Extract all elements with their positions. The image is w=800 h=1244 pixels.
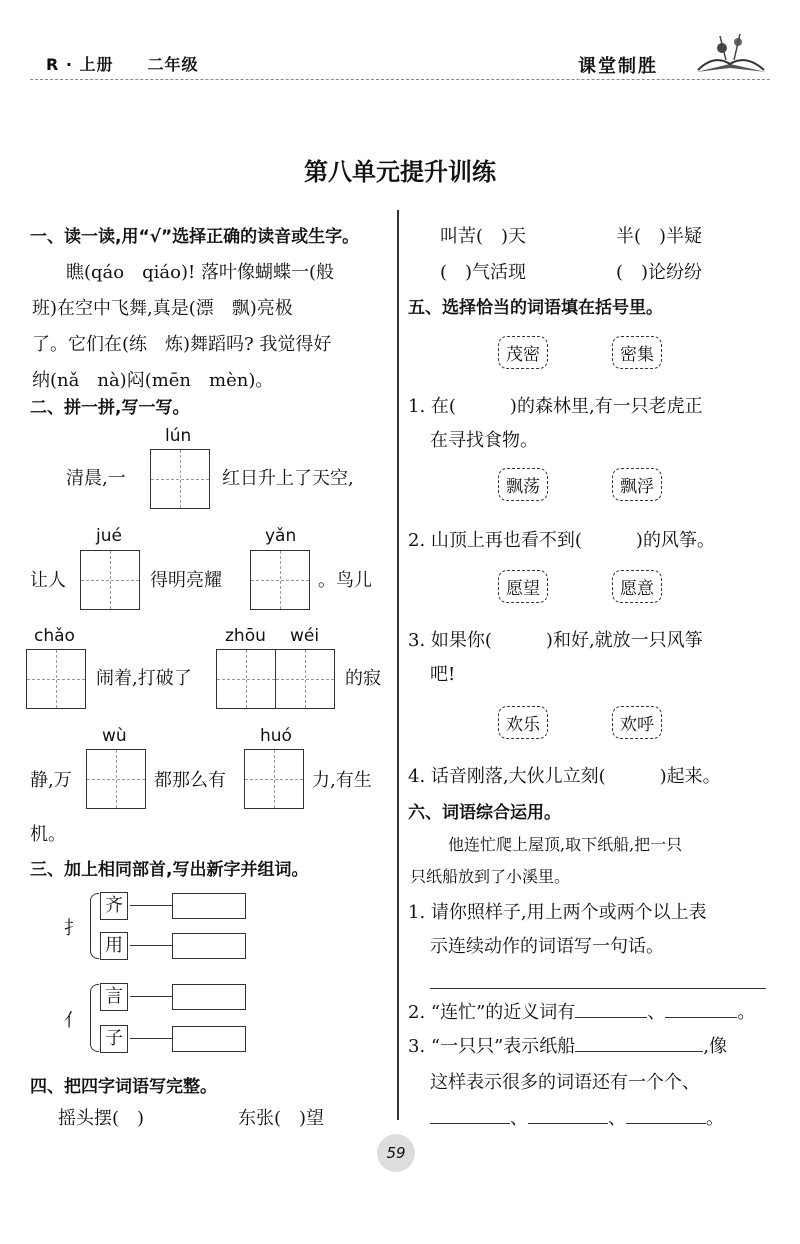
s5-question: 2. 山顶上再也看不到( )的风筝。 <box>408 530 715 551</box>
separator: 、 <box>608 1108 626 1129</box>
column-divider <box>397 210 399 1120</box>
word-choice[interactable]: 欢呼 <box>612 706 662 739</box>
s2-text: 。鸟儿 <box>318 570 372 591</box>
book-logo-icon <box>690 30 770 78</box>
word-choice[interactable]: 飘浮 <box>612 468 662 501</box>
idiom: 摇头摆( ) <box>58 1108 145 1129</box>
separator: 、 <box>647 1002 666 1023</box>
s2-text: 机。 <box>30 824 66 845</box>
word-choice[interactable]: 飘荡 <box>498 468 548 501</box>
s6-question: 示连续动作的词语写一句话。 <box>430 936 664 957</box>
writing-grid[interactable] <box>26 649 86 709</box>
answer-blank[interactable] <box>665 1017 737 1018</box>
pinyin-wei: wéi <box>290 626 320 646</box>
word-choice[interactable]: 密集 <box>612 336 662 369</box>
s1-line1: 瞧(qáo qiáo)! 落叶像蝴蝶一(般 <box>66 262 334 283</box>
separator: 、 <box>510 1108 528 1129</box>
idiom: 叫苦( )天 <box>440 226 527 247</box>
writing-grid[interactable] <box>86 749 146 809</box>
s6-passage: 他连忙爬上屋顶,取下纸船,把一只 <box>448 835 683 854</box>
s2-text: 得明亮耀 <box>150 570 222 591</box>
brace <box>90 984 99 1052</box>
section1-heading: 一、读一读,用“√”选择正确的读音或生字。 <box>30 227 360 247</box>
series-title: 课堂制胜 <box>578 56 658 77</box>
char-box: 用 <box>100 932 128 960</box>
s1-line4: 纳(nǎ nà)闷(mēn mèn)。 <box>32 370 274 391</box>
radical: 亻 <box>64 1010 82 1031</box>
answer-line[interactable] <box>430 988 766 989</box>
s6-question: 这样表示很多的词语还有一个个、 <box>430 1072 700 1093</box>
s5-question: 吧! <box>430 664 456 685</box>
s5-question: 3. 如果你( )和好,就放一只风筝 <box>408 630 703 651</box>
answer-blank[interactable] <box>575 1051 703 1052</box>
word-choice[interactable]: 欢乐 <box>498 706 548 739</box>
pinyin-huo: huó <box>260 726 292 746</box>
s2-text: 静,万 <box>30 770 72 791</box>
s6-q2-text: 2. “连忙”的近义词有 <box>408 1002 576 1023</box>
pinyin-wu: wù <box>102 726 127 746</box>
writing-grid[interactable] <box>216 649 276 709</box>
idiom: ( )论纷纷 <box>616 262 703 283</box>
page-number: 59 <box>377 1134 415 1172</box>
answer-box[interactable] <box>172 933 246 959</box>
s6-question <box>408 1032 727 1058</box>
s6-question: 1. 请你照样子,用上两个或两个以上表 <box>408 902 707 923</box>
s5-question: 1. 在( )的森林里,有一只老虎正 <box>408 396 703 417</box>
s6-passage: 只纸船放到了小溪里。 <box>410 867 571 886</box>
s2-text: 清晨,一 <box>66 468 126 489</box>
char-box: 子 <box>100 1025 128 1053</box>
writing-grid[interactable] <box>275 649 335 709</box>
pinyin-yan: yǎn <box>265 526 297 546</box>
answer-blank[interactable] <box>528 1123 608 1124</box>
s1-line2: 班)在空中飞舞,真是(漂 飘)亮极 <box>32 298 293 319</box>
pinyin-jue: jué <box>96 526 122 546</box>
s6-blanks <box>430 1104 724 1130</box>
connector <box>130 1038 172 1039</box>
idiom: 东张( )望 <box>238 1108 325 1129</box>
answer-box[interactable] <box>172 893 246 919</box>
answer-box[interactable] <box>172 1026 246 1052</box>
section5-heading: 五、选择恰当的词语填在括号里。 <box>408 298 663 318</box>
writing-grid[interactable] <box>150 449 210 509</box>
idiom: 半( )半疑 <box>616 226 703 247</box>
pinyin-zhou: zhōu <box>225 626 266 646</box>
idiom: ( )气活现 <box>440 262 527 283</box>
header-divider <box>30 79 770 80</box>
s2-text: 红日升上了天空, <box>222 468 354 489</box>
brace <box>90 893 99 959</box>
writing-grid[interactable] <box>244 749 304 809</box>
s2-text: 让人 <box>30 570 66 591</box>
answer-blank[interactable] <box>626 1123 706 1124</box>
pinyin-lun: lún <box>165 426 192 446</box>
answer-blank[interactable] <box>575 1017 647 1018</box>
s6-question <box>408 998 755 1024</box>
section4-heading: 四、把四字词语写完整。 <box>30 1077 217 1097</box>
s6-q3-text: 3. “一只只”表示纸船 <box>408 1036 576 1057</box>
s5-question: 4. 话音刚落,大伙儿立刻( )起来。 <box>408 766 721 787</box>
writing-grid[interactable] <box>80 550 140 610</box>
s2-text: 闹着,打破了 <box>96 668 192 689</box>
section2-heading: 二、拼一拼,写一写。 <box>30 398 190 418</box>
period: 。 <box>737 1002 756 1023</box>
word-choice[interactable]: 茂密 <box>498 336 548 369</box>
s2-text: 都那么有 <box>154 770 226 791</box>
answer-blank[interactable] <box>430 1123 510 1124</box>
section3-heading: 三、加上相同部首,写出新字并组词。 <box>30 860 309 880</box>
connector <box>130 996 172 997</box>
char-box: 齐 <box>100 892 128 920</box>
s6-q3-suffix: ,像 <box>703 1036 728 1057</box>
s1-line3: 了。它们在(练 炼)舞蹈吗? 我觉得好 <box>32 334 332 355</box>
answer-box[interactable] <box>172 984 246 1010</box>
connector <box>130 945 172 946</box>
writing-grid[interactable] <box>250 550 310 610</box>
page-title: 第八单元提升训练 <box>304 157 496 186</box>
word-choice[interactable]: 愿意 <box>612 570 662 603</box>
word-choice[interactable]: 愿望 <box>498 570 548 603</box>
radical: 扌 <box>64 918 82 939</box>
book-edition: R · 上册 二年级 <box>46 55 199 74</box>
connector <box>130 905 172 906</box>
section6-heading: 六、词语综合运用。 <box>408 803 561 823</box>
pinyin-chao: chǎo <box>34 626 75 646</box>
s5-question: 在寻找食物。 <box>430 430 538 451</box>
char-box: 言 <box>100 983 128 1011</box>
period: 。 <box>706 1108 724 1129</box>
s2-text: 力,有生 <box>312 770 372 791</box>
s2-text: 的寂 <box>345 668 381 689</box>
